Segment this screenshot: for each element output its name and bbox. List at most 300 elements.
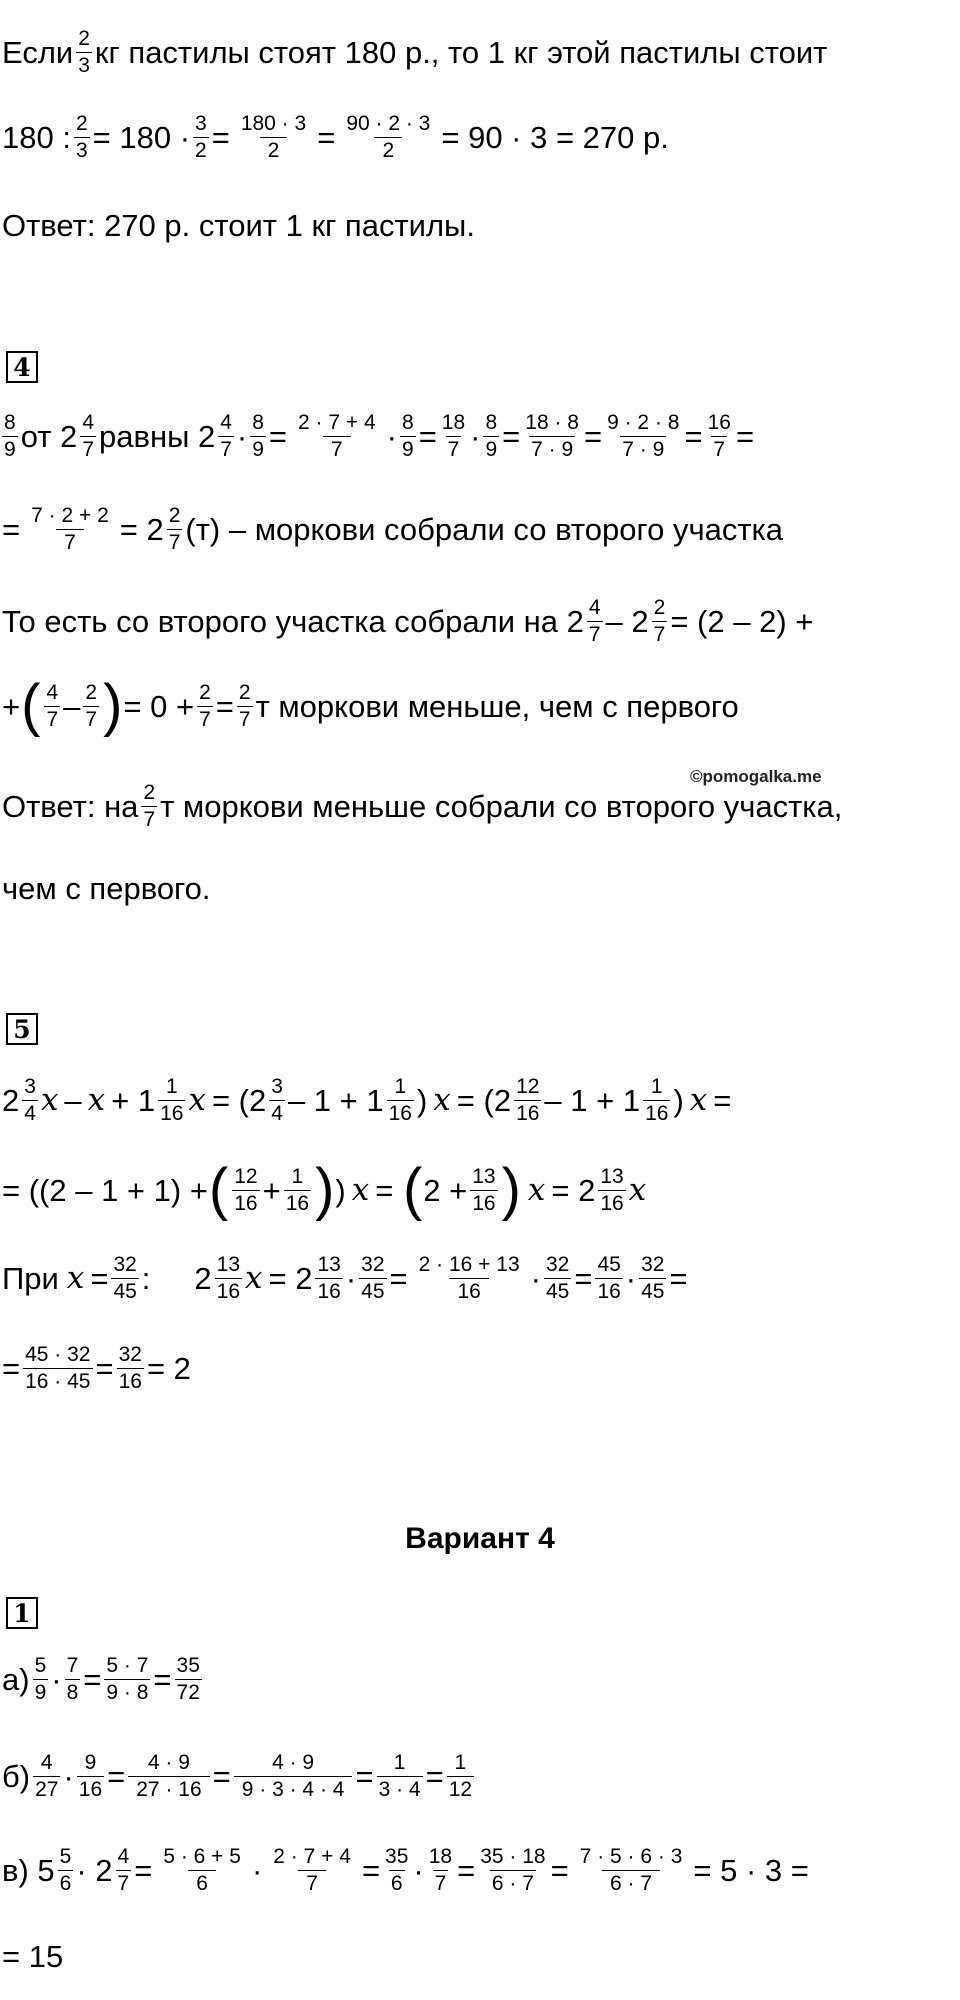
text: = [153,1662,172,1698]
denominator: 7 [434,1872,447,1896]
denominator: 9 [252,438,264,462]
numerator: 2 · 7 + 4 [273,1845,351,1868]
text: = (2 [456,1083,512,1119]
numerator: 7 · 2 + 2 [31,504,109,527]
text: 2 [194,1261,212,1297]
denominator: 4 [271,1102,283,1126]
text-line [2,1157,956,1222]
numerator: 1 [650,1075,663,1098]
fraction [514,1076,541,1125]
numerator: 7 [66,1654,79,1677]
denominator: 6 [188,1870,216,1895]
left-paren: ( [208,1157,229,1222]
text: = 2 [551,1172,596,1208]
item-label: б) [2,1759,31,1795]
fraction [33,1752,60,1801]
denominator: 16 [317,1280,341,1304]
fraction [232,1166,259,1215]
variable-x: x [66,1260,85,1297]
text-line [2,1655,956,1704]
numerator: 45 [597,1253,621,1276]
denominator: 7 [238,707,251,731]
numerator: 35 [385,1845,409,1868]
text: = [83,1662,102,1698]
fraction [80,412,96,461]
right-paren: ) [501,1157,521,1222]
task-number-box: 1 [6,1597,38,1629]
text: = 0 + [123,688,195,724]
numerator: 18 [428,1845,453,1868]
denominator: 7 [46,707,59,731]
numerator: 32 [118,1343,142,1366]
numerator: 2 [75,112,88,135]
text: При [2,1261,59,1297]
text: · [251,1853,263,1889]
fraction [605,412,681,461]
text: Если [2,35,74,71]
variable-x: x [87,1082,106,1119]
denominator: 7 [168,531,181,555]
denominator: 12 [448,1778,473,1802]
numerator: 32 [113,1253,137,1276]
answer-line [2,870,956,906]
denominator: 16 [216,1280,241,1304]
text: = [134,1853,153,1889]
denominator: 16 [118,1370,142,1394]
numerator: 45 · 32 [25,1343,91,1366]
fraction [158,1076,185,1125]
denominator: 16 [449,1278,488,1303]
fraction [74,113,90,162]
variable-x: x [433,1082,451,1119]
fraction [411,1254,528,1303]
left-paren: ( [402,1157,423,1222]
denominator: 27 [35,1778,59,1802]
denominator: 16 [516,1102,540,1126]
variable-x: x [188,1082,206,1119]
numerator: 4 [220,411,232,434]
numerator: 3 [24,1075,36,1098]
numerator: 2 [85,680,98,704]
text: · [470,419,481,455]
fraction [338,113,438,162]
text: = 180 · [92,120,191,156]
numerator: 32 [545,1253,570,1276]
fraction [470,1166,497,1215]
numerator: 3 [195,112,207,135]
numerator: 12 [234,1164,258,1188]
fraction [315,1254,342,1303]
fraction [193,113,209,162]
numerator: 35 [176,1654,200,1677]
text: – 2 [605,604,649,640]
denominator: 7 [117,1872,130,1896]
text: кг пастилы стоят 180 р., то 1 кг этой пастилы стоит [94,35,828,71]
text: = [317,120,336,156]
text: = [95,1351,114,1387]
numerator: 2 · 7 + 4 [298,411,376,434]
text-line [2,113,956,162]
numerator: 13 [216,1253,241,1276]
text: = [211,120,230,156]
denominator: 6 · 7 [602,1870,660,1895]
denominator: 7 · 9 [531,438,574,462]
text: · [413,1853,424,1889]
denominator: 4 [24,1102,36,1126]
numerator: 5 [59,1845,72,1868]
denominator: 7 [713,438,726,462]
denominator: 7 · 9 [622,438,665,462]
fraction [284,1166,311,1215]
numerator: 4 [82,411,94,434]
numerator: 2 [78,27,90,50]
numerator: 1 [454,1751,467,1774]
fraction [595,1254,622,1303]
text: · [51,1662,62,1698]
text-line [2,1938,956,1974]
numerator: 4 · 9 [272,1751,315,1774]
denominator: 45 [545,1280,570,1304]
denominator: 16 [234,1191,258,1215]
fraction [141,782,157,831]
text: = [425,1759,444,1795]
numerator: 1 [394,1075,407,1098]
text: = 90 · 3 = 270 р. [441,120,669,156]
denominator: 9 [402,438,414,462]
watermark: ©pomogalka.me [690,767,822,786]
text: = [713,1083,732,1119]
text-line [2,1344,956,1393]
denominator: 7 [56,529,84,554]
variable-x: x [527,1171,546,1208]
denominator: 45 [641,1280,665,1304]
text: = [457,1853,476,1889]
fraction [359,1254,386,1303]
text: = [550,1853,569,1889]
text: = [268,419,288,455]
fraction [706,412,733,461]
numerator: 35 · 18 [480,1845,546,1868]
task-number-box: 5 [6,1013,38,1045]
fraction [116,1846,132,1895]
numerator: 7 · 5 · 6 · 3 [579,1845,683,1868]
text: + [2,688,21,724]
denominator: 45 [361,1280,385,1304]
fraction [544,1254,571,1303]
numerator: 13 [600,1164,624,1188]
numerator: 4 [588,596,601,619]
denominator: 9 [485,438,498,462]
fraction [23,505,117,554]
numerator: 4 · 9 [147,1751,190,1774]
numerator: 8 [4,411,16,434]
text: = 2 [146,1351,191,1387]
answer-text: чем с первого. [2,870,211,906]
text: То есть со второго участка собрали на 2 [2,604,584,640]
text-line [2,28,956,77]
text: = 5 · 3 = [693,1853,809,1889]
denominator: 7 [143,808,156,832]
fraction [218,412,234,461]
fraction [233,113,314,162]
answer-line [2,208,956,242]
text: · [625,1261,637,1297]
fraction [572,1846,691,1895]
numerator: 1 [165,1075,178,1098]
variable-x: x [351,1171,370,1208]
denominator: 16 [388,1102,412,1126]
text: 2 [2,1083,20,1119]
fraction [155,1846,249,1895]
text: = [212,1759,231,1795]
fraction [383,1846,410,1895]
fraction [104,1655,150,1704]
text: · [345,1261,357,1297]
text: – 1 + 1 [287,1083,384,1119]
denominator: 9 [34,1681,47,1705]
numerator: 4 [46,680,59,704]
fraction [483,412,499,461]
text: = [90,1261,109,1297]
text: = [355,1759,374,1795]
text: 180 : [2,120,71,156]
denominator: 7 [447,438,460,462]
numerator: 4 [117,1845,130,1868]
fraction [643,1076,670,1125]
denominator: 2 [260,137,288,162]
text: : [141,1261,151,1297]
fraction [587,597,603,646]
numerator: 9 [84,1751,97,1774]
variable-x: x [689,1082,708,1119]
denominator: 7 [85,707,98,731]
fraction [117,1344,144,1393]
fraction [167,505,183,554]
text: = (2 [211,1083,267,1119]
denominator: 16 [645,1102,669,1126]
text: = [2,1351,21,1387]
text: · 2 [76,1853,113,1889]
denominator: 9 · 8 [106,1681,149,1705]
numerator: 2 [168,504,181,527]
fraction [23,1344,92,1393]
fraction [250,412,266,461]
text: · [386,419,397,455]
fraction [377,1752,423,1801]
denominator: 16 [160,1102,184,1126]
denominator: 6 [390,1872,403,1896]
answer-text: т моркови меньше собрали со второго участка, [160,789,843,825]
answer-text: Ответ: на [2,789,139,825]
denominator: 9 [4,438,16,462]
numerator: 2 [653,596,666,619]
variable-x: x [40,1082,59,1119]
text: – 1 + 1 [544,1083,641,1119]
variable-x: x [628,1171,647,1208]
numerator: 9 · 2 · 8 [607,411,680,434]
fraction [427,1846,454,1895]
fraction [598,1166,625,1215]
text: = ((2 – 1 + 1) + [2,1172,208,1208]
fraction [22,1076,38,1125]
numerator: 4 [40,1751,53,1774]
numerator: 2 · 16 + 13 [418,1253,520,1276]
fraction [197,682,213,731]
denominator: 16 · 45 [25,1370,91,1394]
fraction [237,682,253,731]
text: = [502,419,521,455]
right-paren: ) [315,1157,335,1222]
numerator: 32 [361,1253,385,1276]
numerator: 8 [485,411,498,434]
text-line [2,597,956,646]
denominator: 7 [653,623,666,647]
numerator: 2 [143,781,156,804]
denominator: 7 [298,1870,326,1895]
fraction [44,682,60,731]
fraction [652,597,668,646]
numerator: 2 [199,680,211,704]
task-number-box: 4 [6,351,38,383]
fraction [290,412,384,461]
text: = 2 [119,512,164,548]
fraction [265,1846,359,1895]
denominator: 16 [600,1191,624,1215]
numerator: 5 [34,1654,47,1677]
denominator: 16 [78,1778,103,1802]
text: = [669,1261,688,1297]
denominator: 3 · 4 [378,1778,421,1802]
fraction [234,1752,353,1801]
fraction [440,412,467,461]
fraction [447,1752,474,1801]
text: · [63,1759,74,1795]
text: 2 + [423,1172,468,1208]
text: · [530,1261,541,1297]
fraction [478,1846,547,1895]
text: = [107,1759,126,1795]
fraction [76,28,92,77]
text: (т) – моркови собрали со второго участка [185,512,784,548]
numerator: 16 [707,411,731,434]
text: = (2 – 2) + [670,604,814,640]
text: ) [673,1083,684,1119]
text: – [64,1083,82,1119]
fraction [128,1752,209,1801]
text: = [684,419,703,455]
right-paren: ) [103,673,123,738]
item-label: а) [2,1662,30,1698]
denominator: 7 [199,707,211,731]
numerator: 2 [238,680,251,704]
numerator: 5 · 6 + 5 [163,1845,241,1868]
denominator: 72 [176,1681,200,1705]
text: = [583,419,603,455]
denominator: 2 [195,139,207,163]
fraction [387,1076,414,1125]
numerator: 8 [402,411,414,434]
text: + [262,1172,281,1208]
variant-heading: Вариант 4 [405,1522,555,1555]
fraction [400,412,416,461]
text-line [2,1846,956,1895]
text-line [2,1076,956,1125]
numerator: 18 [441,411,466,434]
fraction [269,1076,285,1125]
fraction [58,1846,74,1895]
numerator: 5 · 7 [106,1654,149,1677]
text-line [2,673,956,738]
denominator: 2 [374,137,402,162]
text: = [2,512,21,548]
denominator: 3 [78,54,90,78]
fraction [33,1655,49,1704]
numerator: 32 [641,1253,665,1276]
denominator: 27 · 16 [128,1776,209,1801]
denominator: 7 [82,438,94,462]
numerator: 13 [472,1164,496,1188]
text: равны 2 [99,419,216,455]
fraction [523,412,581,461]
numerator: 1 [393,1751,406,1774]
denominator: 45 [113,1280,137,1304]
numerator: 90 · 2 · 3 [346,112,431,135]
left-paren: ( [21,673,41,738]
text: = 2 [268,1261,313,1297]
answer-line [2,782,956,831]
denominator: 16 [597,1280,621,1304]
numerator: 13 [317,1253,341,1276]
text: = 15 [2,1938,64,1974]
denominator: 6 · 7 [491,1872,534,1896]
text: = [574,1261,593,1297]
denominator: 7 [220,438,232,462]
fraction [111,1254,138,1303]
denominator: 7 [323,436,351,461]
text: = [215,688,234,724]
item-label: в) 5 [2,1853,55,1889]
text: = [375,1172,402,1208]
numerator: 12 [516,1075,540,1098]
text-line [2,1254,956,1303]
text: ) [416,1083,428,1119]
text: т моркови меньше, чем с первого [255,688,739,724]
denominator: 16 [472,1191,496,1215]
fraction [83,682,99,731]
fraction [639,1254,666,1303]
fraction [2,412,18,461]
denominator: 6 [59,1872,72,1896]
text: + 1 [111,1083,156,1119]
text: – [63,688,81,724]
text-line [2,505,956,554]
numerator: 8 [252,411,264,434]
text: = [418,419,437,455]
numerator: 18 · 8 [525,411,579,434]
variable-x: x [245,1260,263,1297]
answer-text: Ответ: 270 р. стоит 1 кг пастилы. [2,207,475,243]
text: от 2 [20,419,78,455]
numerator: 180 · 3 [240,112,307,135]
text: · [236,419,248,455]
text-line [2,1752,956,1801]
text: = [389,1261,408,1297]
text: ) [335,1172,346,1208]
numerator: 1 [291,1164,304,1188]
denominator: 7 [588,623,601,647]
denominator: 3 [75,139,88,163]
denominator: 9 · 3 · 4 · 4 [234,1776,353,1801]
